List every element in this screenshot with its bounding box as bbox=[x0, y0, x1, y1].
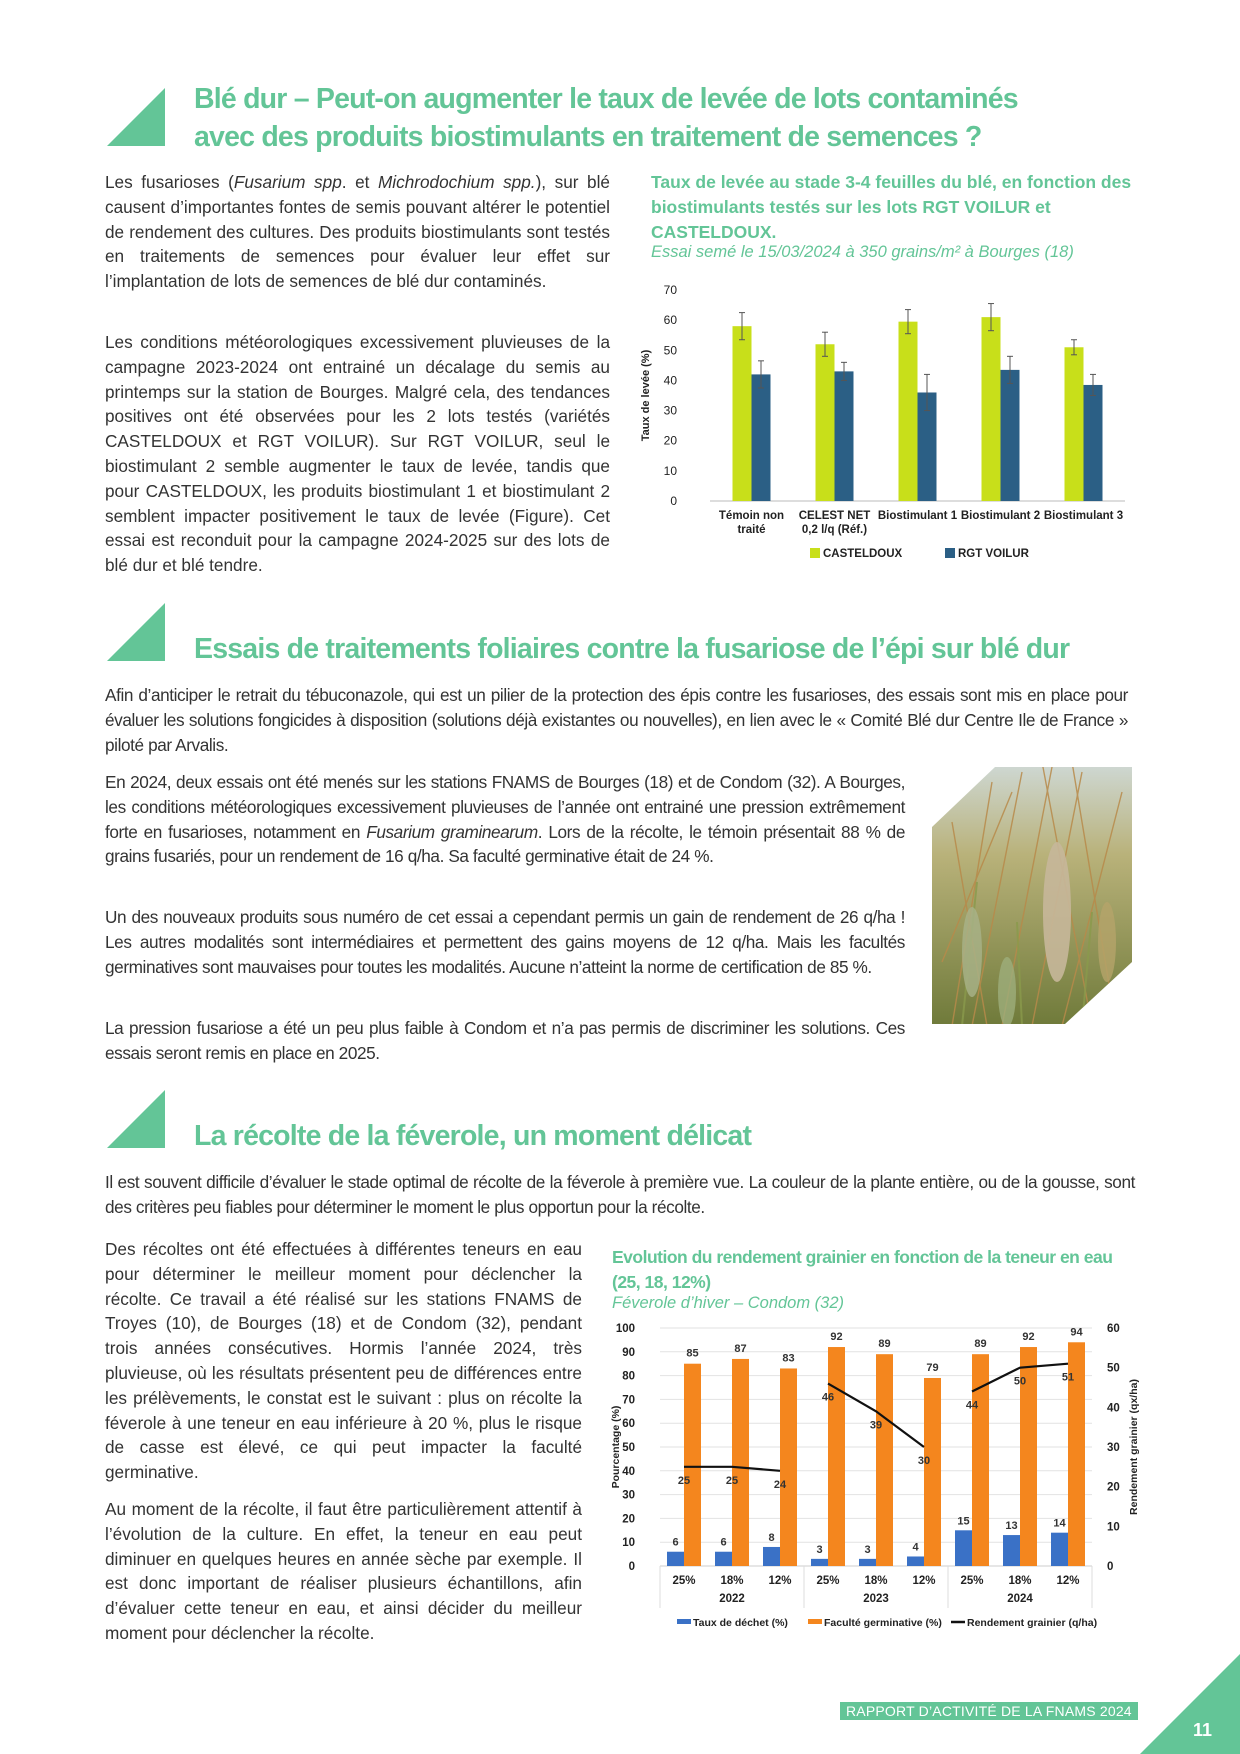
section-marker-triangle-icon bbox=[107, 88, 165, 146]
chart1-subtitle: Essai semé le 15/03/2024 à 350 grains/m² à Bourges (18) bbox=[651, 243, 1074, 261]
data-label-rendement: 51 bbox=[1061, 1371, 1075, 1384]
bar-taux-dechet bbox=[907, 1556, 924, 1566]
paragraph bbox=[105, 770, 905, 869]
x-group-label: 2023 bbox=[863, 1593, 889, 1605]
data-label-rendement: 24 bbox=[773, 1478, 787, 1491]
data-label-faculte: 92 bbox=[830, 1331, 843, 1344]
x-tick-label: Biostimulant 3 bbox=[1043, 510, 1124, 522]
text: Les fusarioses ( bbox=[105, 172, 234, 192]
y-tick-label: 60 bbox=[663, 313, 677, 328]
x-tick-label: 25% bbox=[816, 1575, 840, 1587]
data-label-dechet: 3 bbox=[864, 1543, 871, 1556]
data-label-dechet: 8 bbox=[768, 1531, 775, 1544]
x-tick-label: 12% bbox=[768, 1575, 792, 1587]
paragraph bbox=[105, 170, 610, 294]
data-label-faculte: 85 bbox=[686, 1347, 699, 1360]
chart-rendement-feverole bbox=[605, 1318, 1145, 1648]
data-label-dechet: 15 bbox=[957, 1515, 970, 1528]
data-label-rendement: 44 bbox=[965, 1399, 979, 1412]
y2-tick-label: 0 bbox=[1107, 1561, 1114, 1573]
bar-faculte-germinative bbox=[684, 1364, 701, 1566]
y2-tick-label: 50 bbox=[1107, 1362, 1120, 1375]
y-tick-label: 40 bbox=[622, 1465, 635, 1478]
text: En 2024, deux essais ont été menés sur les stations FNAMS de Bourges (18) et de Condom (32). A Bourges, les conditions météorologiques excessivement pluvieuses de l’année ont entrainé une pression extrêmement forte en fusarioses, notamment en bbox=[105, 772, 905, 842]
y-tick-label: 100 bbox=[615, 1323, 635, 1335]
legend-label: Taux de déchet (%) bbox=[693, 1617, 788, 1629]
bar-casteldoux bbox=[816, 344, 835, 501]
data-label-rendement: 25 bbox=[677, 1474, 691, 1487]
data-label-faculte: 92 bbox=[1022, 1331, 1035, 1344]
x-tick-label: 18% bbox=[1008, 1575, 1032, 1587]
footer-report-label: RAPPORT D’ACTIVITÉ DE LA FNAMS 2024 bbox=[840, 1702, 1138, 1720]
y-tick-label: 30 bbox=[663, 403, 677, 418]
legend-swatch bbox=[945, 548, 955, 558]
bar-rgt-voilur bbox=[752, 374, 771, 501]
y-tick-label: 10 bbox=[622, 1537, 635, 1550]
x-group-label: 2024 bbox=[1007, 1593, 1033, 1605]
paragraph: Un des nouveaux produits sous numéro de cet essai a cependant permis un gain de rendement de 26 q/ha ! Les autres modalités sont intermédiaires et permettent des gains moyens de 12 q/ha. Mais les facultés germinatives sont mauvaises pour toutes les modalités. Aucune n’atteint la norme de certification de 85 %. bbox=[105, 907, 905, 977]
y-tick-label: 90 bbox=[622, 1346, 635, 1359]
section-title-line-1: Blé dur – Peut-on augmenter le taux de levée de lots contaminés bbox=[194, 83, 1018, 115]
paragraph: Afin d’anticiper le retrait du tébuconazole, qui est un pilier de la protection des épis contre les fusarioses, des essais sont mis en place pour évaluer les solutions fongicides à disposition (solutions déjà existantes ou nouvelles), en lien avec le « Comité Blé dur Centre Ile de France » piloté par Arvalis. bbox=[105, 685, 1128, 755]
bar-faculte-germinative bbox=[732, 1359, 749, 1566]
bar-casteldoux bbox=[733, 326, 752, 501]
x-tick-label: traité bbox=[737, 524, 766, 536]
y-tick-label: 30 bbox=[622, 1489, 635, 1502]
bar-casteldoux bbox=[982, 317, 1001, 501]
data-label-faculte: 83 bbox=[782, 1352, 795, 1365]
y-tick-label: 10 bbox=[663, 463, 677, 478]
data-label-faculte: 87 bbox=[734, 1342, 747, 1355]
bar-faculte-germinative bbox=[780, 1368, 797, 1566]
data-label-dechet: 13 bbox=[1005, 1520, 1018, 1533]
y-tick-label: 20 bbox=[663, 433, 677, 448]
italic-text: Fusarium spp bbox=[233, 172, 342, 192]
y-axis-title: Taux de levée (%) bbox=[640, 349, 652, 442]
y2-tick-label: 30 bbox=[1107, 1442, 1120, 1454]
legend-swatch bbox=[810, 548, 820, 558]
data-label-rendement: 25 bbox=[725, 1474, 739, 1487]
corner-triangle-icon bbox=[1140, 1654, 1240, 1754]
y-tick-label: 60 bbox=[622, 1418, 635, 1431]
bar-taux-dechet bbox=[1003, 1535, 1020, 1566]
bar-taux-dechet bbox=[667, 1552, 684, 1566]
data-label-faculte: 94 bbox=[1070, 1326, 1083, 1339]
legend-swatch-dechet bbox=[677, 1619, 691, 1624]
bar-casteldoux bbox=[1065, 347, 1084, 501]
x-tick-label: 25% bbox=[960, 1575, 984, 1587]
paragraph: Des récoltes ont été effectuées à différentes teneurs en eau pour déterminer le meilleur moment pour déclencher la récolte. Ce travail a été réalisé sur les stations FNAMS de Troyes (10), de Bourges (18) et de Condom (32), pendant trois années consécutives. Hormis l’année 2024, très pluvieuse, où les résultats présentent peu de différences entre les prélèvements, le constat est le suivant : plus on récolte la féverole à une teneur en eau inférieure à 20 %, plus le risque de casse est élevé, ce qui peut impacter la faculté germinative. bbox=[105, 1239, 582, 1483]
section-title-fusariose: Essais de traitements foliaires contre la fusariose de l’épi sur blé dur bbox=[194, 633, 1070, 665]
data-label-dechet: 3 bbox=[816, 1543, 823, 1556]
data-label-faculte: 89 bbox=[878, 1338, 891, 1351]
y-tick-label: 80 bbox=[622, 1370, 635, 1383]
y-axis-title: Pourcentage (%) bbox=[610, 1405, 622, 1489]
paragraph: La pression fusariose a été un peu plus faible à Condom et n’a pas permis de discriminer les solutions. Ces essais seront remis en place en 2025. bbox=[105, 1018, 905, 1063]
section-title-ble-dur bbox=[194, 80, 1018, 156]
data-label-rendement: 30 bbox=[917, 1455, 931, 1467]
bar-casteldoux bbox=[899, 322, 918, 501]
y2-tick-label: 20 bbox=[1107, 1481, 1120, 1494]
y2-axis-title: Rendement grainier (qx/ha) bbox=[1128, 1379, 1140, 1515]
paragraph: Il est souvent difficile d’évaluer le stade optimal de récolte de la féverole à première vue. La couleur de la plante entière, ou de la gousse, sont des critères peu fiables pour déterminer le moment le plus opportun pour la récolte. bbox=[105, 1172, 1135, 1217]
bar-faculte-germinative bbox=[828, 1347, 845, 1566]
y2-tick-label: 10 bbox=[1107, 1521, 1120, 1534]
data-label-rendement: 39 bbox=[869, 1419, 883, 1432]
y-tick-label: 70 bbox=[663, 283, 677, 297]
bar-faculte-germinative bbox=[876, 1354, 893, 1566]
x-group-label: 2022 bbox=[719, 1593, 745, 1605]
section-marker-triangle-icon bbox=[107, 603, 165, 661]
page-number: 11 bbox=[1192, 1720, 1212, 1740]
legend-swatch-faculte bbox=[808, 1619, 822, 1624]
y-tick-label: 0 bbox=[670, 494, 677, 508]
legend-label: CASTELDOUX bbox=[823, 548, 903, 560]
wheat-photo-icon bbox=[932, 762, 1132, 1026]
data-label-rendement: 46 bbox=[821, 1391, 835, 1404]
text: ), sur blé causent d’importantes fontes de semis pouvant altérer le potentiel de rendement des cultures. Des produits biostimulants sont testés en traitements de semences pour évaluer leur effet sur l’implantation de lots de semences de blé dur contaminés. bbox=[105, 172, 610, 292]
bar-taux-dechet bbox=[955, 1530, 972, 1566]
x-tick-label: 25% bbox=[672, 1575, 696, 1587]
data-label-dechet: 14 bbox=[1053, 1517, 1066, 1530]
bar-faculte-germinative bbox=[972, 1354, 989, 1566]
x-tick-label: CELEST NET bbox=[798, 510, 871, 522]
data-label-dechet: 4 bbox=[912, 1541, 919, 1554]
bar-taux-dechet bbox=[811, 1559, 828, 1566]
data-label-dechet: 6 bbox=[672, 1536, 679, 1549]
bar-taux-dechet bbox=[763, 1547, 780, 1566]
data-label-faculte: 89 bbox=[974, 1338, 987, 1351]
chart2-subtitle: Féverole d’hiver – Condom (32) bbox=[612, 1294, 845, 1312]
legend-label: Rendement grainier (q/ha) bbox=[967, 1617, 1098, 1629]
data-label-faculte: 79 bbox=[926, 1361, 939, 1374]
text: . Lors de la récolte, le témoin présentait 88 % de grains fusariés, pour un rendement de 16 q/ha. Sa faculté germinative était de 24 %. bbox=[105, 821, 905, 867]
bar-taux-dechet bbox=[859, 1559, 876, 1566]
bar-rgt-voilur bbox=[1084, 385, 1103, 501]
legend-label: Faculté germinative (%) bbox=[824, 1617, 942, 1629]
y-tick-label: 0 bbox=[628, 1561, 635, 1573]
y-tick-label: 20 bbox=[622, 1513, 635, 1526]
paragraph: Au moment de la récolte, il faut être particulièrement attentif à l’évolution de la culture. En effet, la teneur en eau peut diminuer en quelques heures en année sèche par exemple. Il est donc important de réaliser plusieurs échantillons, afin d’évaluer cette teneur en eau, et ainsi décider du meilleur moment pour déclencher la récolte. bbox=[105, 1499, 582, 1643]
bar-taux-dechet bbox=[1051, 1533, 1068, 1566]
y2-tick-label: 40 bbox=[1107, 1402, 1120, 1415]
y-tick-label: 50 bbox=[622, 1442, 635, 1454]
section-marker-triangle-icon bbox=[107, 1090, 165, 1148]
bar-taux-dechet bbox=[715, 1552, 732, 1566]
bar-rgt-voilur bbox=[835, 371, 854, 501]
paragraph: Les conditions météorologiques excessivement pluvieuses de la campagne 2023-2024 ont entrainé un décalage du semis au printemps sur la station de Bourges. Malgré cela, des tendances positives ont été observées pour les 2 lots testés (variétés CASTELDOUX et RGT VOILUR). Sur RGT VOILUR, seul le biostimulant 2 semble augmenter le taux de levée, tandis que pour CASTELDOUX, les produits biostimulant 1 et biostimulant 2 semblent impacter positivement le taux de levée (Figure). Cet essai est reconduit pour la campagne 2024-2025 sur des lots de blé dur et blé tendre. bbox=[105, 332, 610, 576]
bar-rgt-voilur bbox=[1001, 370, 1020, 501]
text: . et bbox=[341, 172, 378, 192]
y-tick-label: 70 bbox=[622, 1394, 635, 1407]
x-tick-label: 18% bbox=[720, 1575, 744, 1587]
data-label-dechet: 6 bbox=[720, 1536, 727, 1549]
italic-text: Michrodochium spp. bbox=[377, 172, 536, 192]
chart2-title: Evolution du rendement grainier en fonction de la teneur en eau (25, 18, 12%) bbox=[612, 1247, 1113, 1292]
bar-faculte-germinative bbox=[924, 1378, 941, 1566]
x-tick-label: Témoin non bbox=[718, 510, 785, 522]
legend-label: RGT VOILUR bbox=[958, 548, 1029, 560]
section-title-line-2: avec des produits biostimulants en traitement de semences ? bbox=[194, 121, 982, 153]
y2-tick-label: 60 bbox=[1107, 1323, 1120, 1335]
chart-taux-levee bbox=[640, 275, 1135, 575]
x-tick-label: 12% bbox=[912, 1575, 936, 1587]
chart1-title: Taux de levée au stade 3-4 feuilles du blé, en fonction des biostimulants testés sur les lots RGT VOILUR et CASTELDOUX. bbox=[651, 172, 1132, 242]
section-title-feverole: La récolte de la féverole, un moment délicat bbox=[194, 1120, 752, 1152]
italic-text: Fusarium graminearum bbox=[366, 821, 538, 842]
y-tick-label: 50 bbox=[663, 343, 677, 358]
x-tick-label: 18% bbox=[864, 1575, 888, 1587]
x-tick-label: Biostimulant 1 bbox=[877, 510, 958, 522]
x-tick-label: 12% bbox=[1056, 1575, 1080, 1587]
x-tick-label: Biostimulant 2 bbox=[960, 510, 1041, 522]
x-tick-label: 0,2 l/q (Réf.) bbox=[801, 524, 868, 536]
data-label-rendement: 50 bbox=[1013, 1375, 1027, 1388]
y-tick-label: 40 bbox=[663, 373, 677, 388]
